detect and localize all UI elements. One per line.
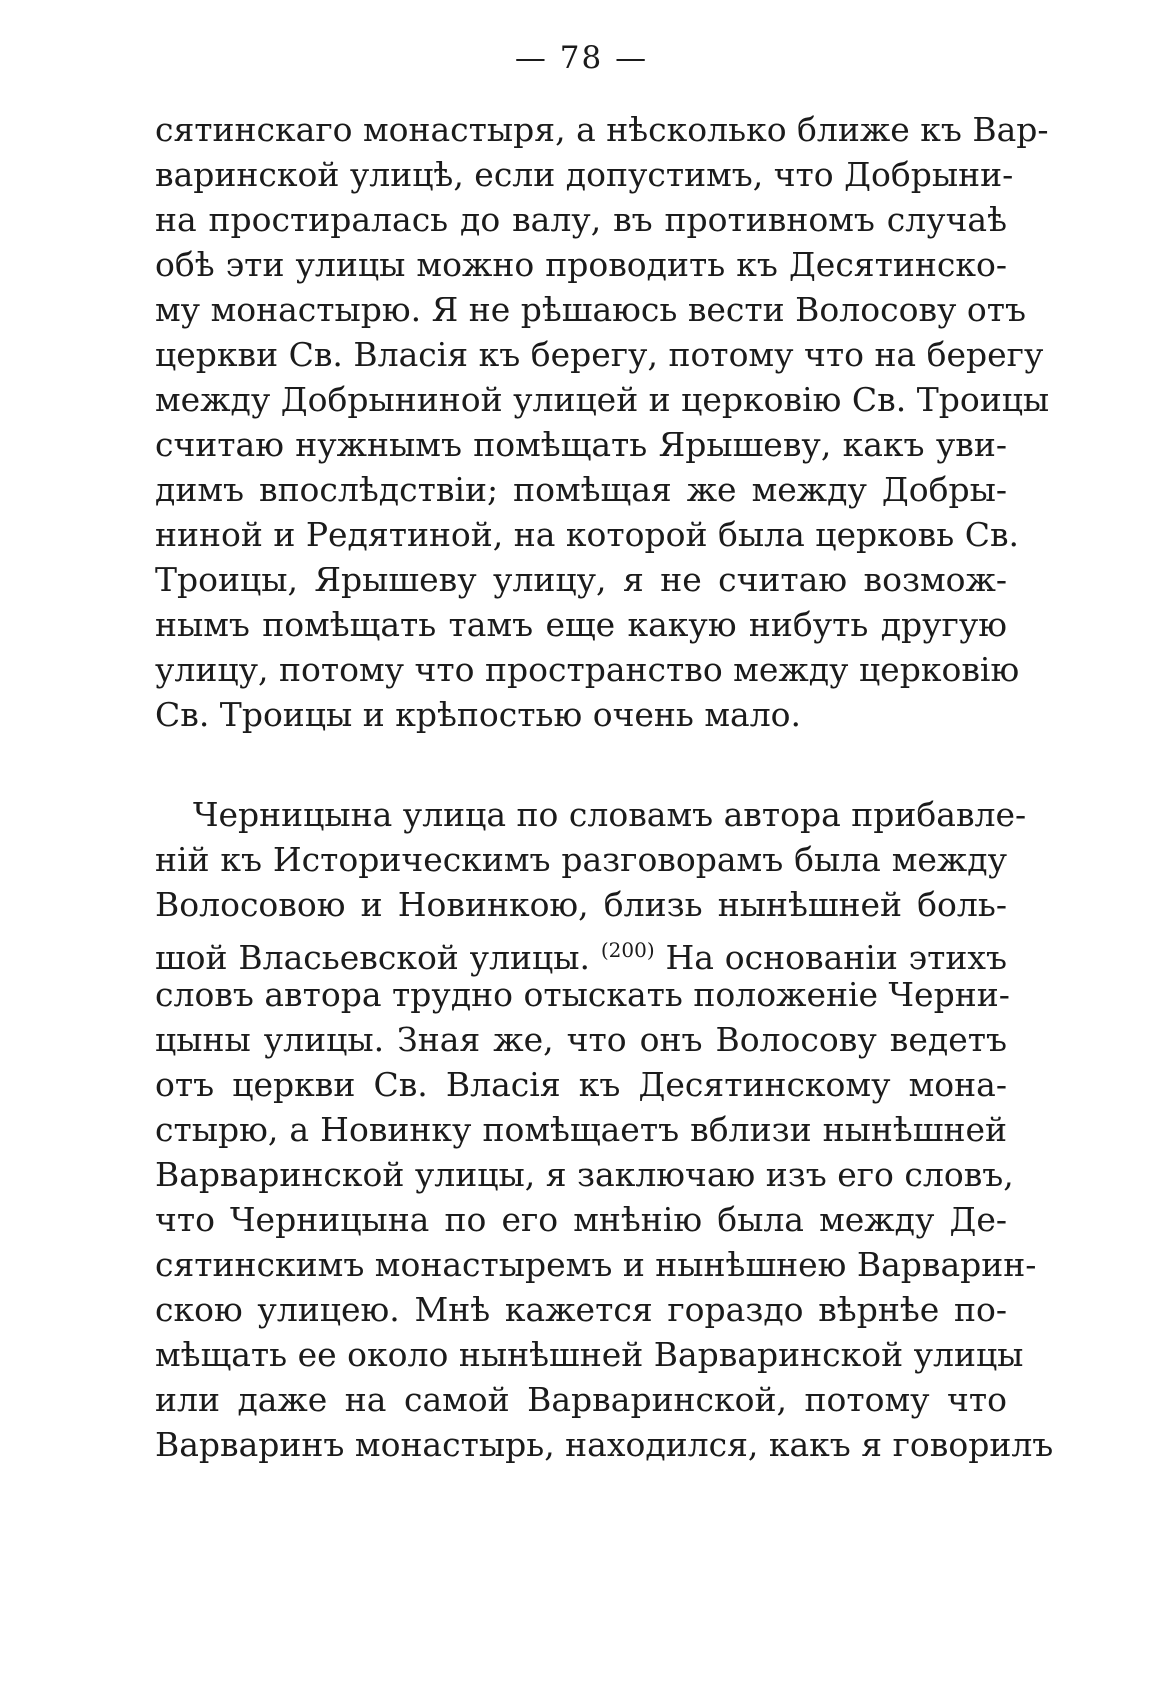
text-line: что Черницына по его мнѣнію была между Де-: [155, 1200, 1007, 1239]
text-line: стырю, а Новинку помѣщаетъ вблизи нынѣшней: [155, 1110, 1007, 1149]
footnote-ref: (200): [600, 938, 655, 962]
text-line: сятинскаго монастыря, а нѣсколько ближе къ Вар-: [155, 110, 1049, 149]
text-line: Варваринской улицы, я заключаю изъ его словъ,: [155, 1155, 1014, 1194]
text-line: словъ автора трудно отыскать положеніе Черни-: [155, 975, 1010, 1014]
text-line: Волосовою и Новинкою, близь нынѣшней боль-: [155, 885, 1007, 924]
text-line: варинской улицѣ, если допустимъ, что Добрыни-: [155, 155, 1014, 194]
text-line: церкви Св. Власія къ берегу, потому что на берегу: [155, 335, 1044, 374]
text-line: на простиралась до валу, въ противномъ случаѣ: [155, 200, 1007, 239]
text-line: ниной и Редятиной, на которой была церковь Св.: [155, 515, 1020, 554]
text-line: димъ впослѣдствіи; помѣщая же между Добры-: [155, 470, 1007, 509]
text-line: ній къ Историческимъ разговорамъ была между: [155, 840, 1007, 879]
text-line: или даже на самой Варваринской, потому что: [155, 1380, 1007, 1419]
text-line: Черницына улица по словамъ автора прибавле-: [193, 795, 1027, 834]
text-line: Троицы, Ярышеву улицу, я не считаю возмож-: [155, 560, 1007, 599]
text-line: отъ церкви Св. Власія къ Десятинскому мона-: [155, 1065, 1007, 1104]
text-line: Св. Троицы и крѣпостью очень мало.: [155, 695, 802, 734]
text-line: му монастырю. Я не рѣшаюсь вести Волосову отъ: [155, 290, 1027, 329]
text-line: улицу, потому что пространство между церковію: [155, 650, 1020, 689]
page-number: — 78 —: [514, 40, 649, 76]
text-segment: На основаніи этихъ: [665, 938, 1007, 977]
text-line: [155, 926, 1007, 977]
text-line: между Добрыниной улицей и церковію Св. Троицы: [155, 380, 1050, 419]
text-line: Варваринъ монастырь, находился, какъ я говорилъ: [155, 1425, 1054, 1464]
text-line: скою улицею. Мнѣ кажется гораздо вѣрнѣе по-: [155, 1290, 1007, 1329]
text-line: сятинскимъ монастыремъ и нынѣшнею Варварин-: [155, 1245, 1037, 1284]
text-segment: шой Власьевской улицы.: [155, 938, 590, 977]
text-line: считаю нужнымъ помѣщать Ярышеву, какъ уви-: [155, 425, 1007, 464]
text-line: обѣ эти улицы можно проводить къ Десятинско-: [155, 245, 1007, 284]
text-line: цыны улицы. Зная же, что онъ Волосову ведетъ: [155, 1020, 1007, 1059]
text-line: нымъ помѣщать тамъ еще какую нибуть другую: [155, 605, 1007, 644]
text-line: мѣщать ее около нынѣшней Варваринской улицы: [155, 1335, 1024, 1374]
